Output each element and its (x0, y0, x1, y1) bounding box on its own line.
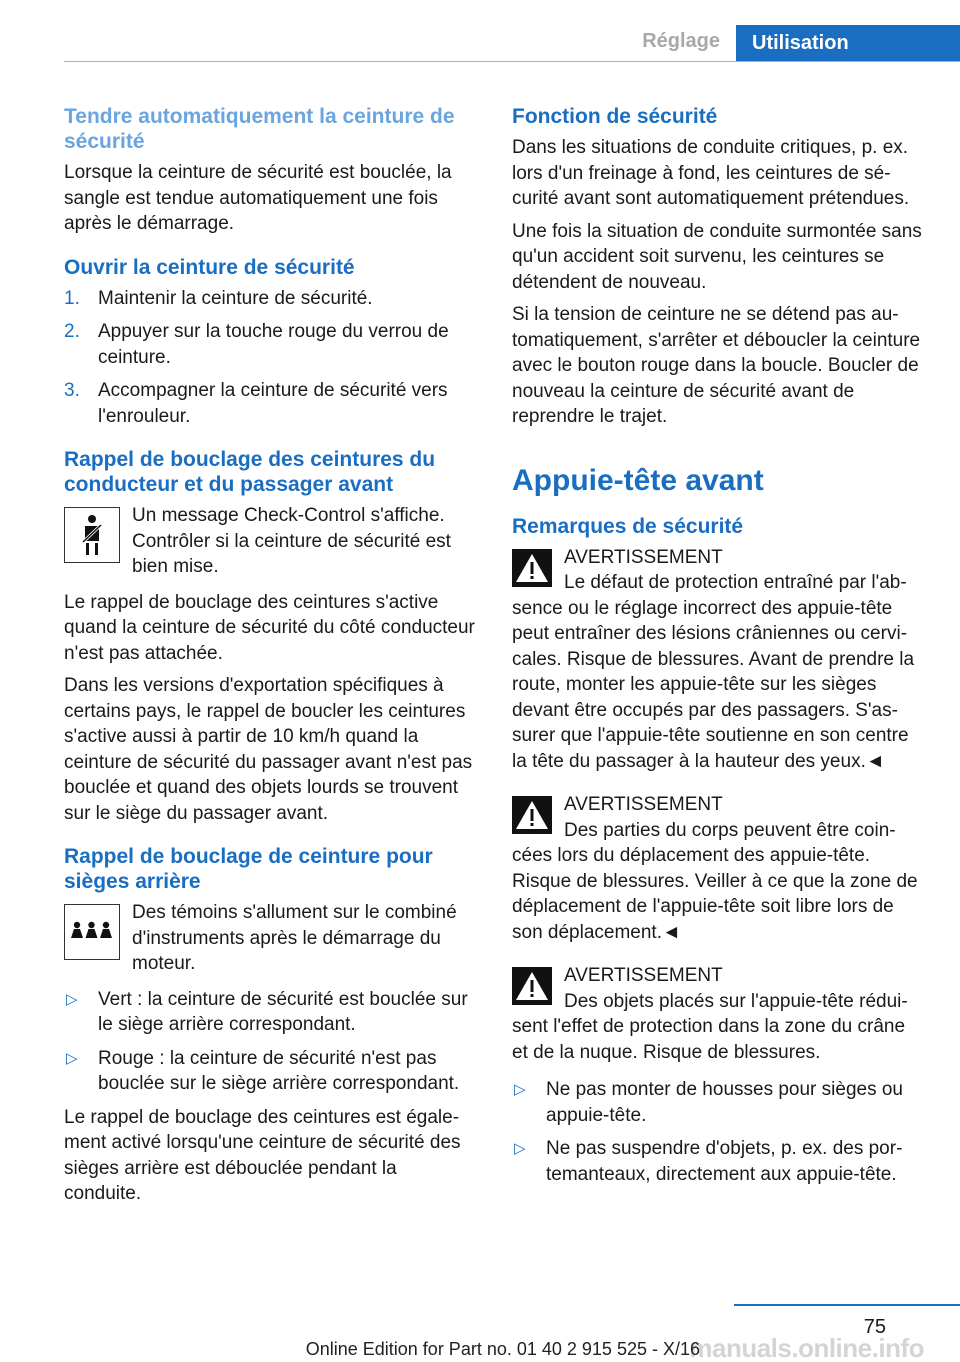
warning-block (512, 792, 926, 945)
watermark: manuals.online.info (689, 1333, 924, 1362)
warning-triangle-icon (512, 796, 552, 834)
bullet-text: Rouge : la ceinture de sécurité n'est pas bouclée sur le siège arrière correspondant. (98, 1047, 460, 1094)
list-item (64, 286, 478, 312)
bullet-triangle-icon: ▷ (514, 1081, 526, 1098)
list-item (64, 378, 478, 429)
section-title-rear-reminder: Rappel de bouclage de ceinture pour sièges arrière (64, 845, 433, 893)
list-item (512, 1136, 926, 1187)
paragraph: Dans les situations de conduite critiques, p. ex. lors d'un freinage à fond, les ceintures de sécurité avant sont automatiquement prétendues. (512, 137, 910, 209)
paragraph: Lorsque la ceinture de sécurité est bouclée, la sangle est tendue automatiquement une fois après le démarrage. (64, 162, 452, 234)
warning-title: AVERTISSEMENT (564, 546, 723, 568)
bullet-triangle-icon: ▷ (66, 990, 78, 1008)
bullet-triangle-icon: ▷ (66, 1049, 78, 1067)
tab-reglage[interactable]: Réglage (642, 30, 720, 52)
step-number: 1. (64, 287, 80, 309)
paragraph: Le rappel de bouclage des ceintures est également activé lorsqu'une ceinture de sécurité des sièges arrière est débouclée pendant la conduite. (64, 1106, 461, 1204)
warning-triangle-icon (512, 549, 552, 587)
step-number: 2. (64, 321, 80, 342)
footer-divider (734, 1304, 960, 1306)
section-title-safety-notes: Remarques de sécurité (512, 514, 744, 538)
icon-note-text: Des témoins s'allument sur le combiné d'instruments après le démarrage du moteur. (132, 902, 457, 974)
bullet-list (512, 1077, 926, 1187)
icon-note (64, 503, 478, 580)
step-text: Accompagner la ceinture de sécurité vers l'enrouleur. (98, 380, 448, 427)
paragraph: Dans les versions d'exportation spécifiques à certains pays, le rappel de boucler les ceintures s'active aussi à partir de 10 km/h quand la ceinture de sécurité du passager avant n'est pas bouclée et quand des objets lourds se trouvent sur le siège du passager avant. (64, 675, 473, 824)
warning-text: Des objets placés sur l'appuie-tête réduisent l'effet de protection dans la zone du crâne et de la nuque. Risque de blessures. (512, 990, 908, 1063)
page-header (0, 0, 960, 62)
section-title-open-belt: Ouvrir la ceinture de sécurité (64, 255, 355, 279)
bullet-list (64, 987, 478, 1097)
header-divider (64, 61, 960, 62)
chapter-title-headrest: Appuie-tête avant (512, 463, 764, 497)
warning-block (512, 963, 926, 1065)
bullet-triangle-icon: ▷ (514, 1140, 526, 1157)
list-item (512, 1077, 926, 1128)
warning-text: Des parties du corps peuvent être coincées lors du déplacement des appuie-tête. Risque de blessures. Veiller à ce que la zone de déplacement de l'appuie-tête soit libre lors de son déplacement.◄ (512, 819, 918, 943)
paragraph: Une fois la situation de conduite surmontée sans qu'un accident soit survenu, les ceintures se détendent de nouveau. (512, 220, 922, 293)
warning-text: Le défaut de protection entraîné par l'absence ou le réglage incorrect des appuie-tête peut entraîner des lésions crâniennes ou cervicales. Risque de blessures. Avant de prendre la route, monter les appuie-tête sur les sièges devant être occupés par des passagers. S'assurer que l'appuie-tête soutienne en son centre la tête du passager à la hauteur des yeux.◄ (512, 572, 915, 772)
bullet-text: Ne pas monter de housses pour sièges ou appuie-tête. (546, 1079, 903, 1126)
warning-block (512, 545, 926, 775)
seatbelt-warning-icon (64, 507, 120, 563)
list-item (64, 319, 478, 370)
paragraph: Le rappel de bouclage des ceintures s'active quand la ceinture de sécurité du côté conducteur n'est pas attachée. (64, 591, 475, 664)
icon-note-text: Un message Check-Control s'affiche. Contrôler si la ceinture de sécurité est bien mise. (132, 505, 451, 577)
rear-seats-icon (64, 904, 120, 960)
right-column (512, 104, 926, 1195)
icon-note (64, 900, 478, 977)
bullet-text: Vert : la ceinture de sécurité est bouclée sur le siège arrière correspondant. (98, 988, 468, 1035)
section-title-tension: Tendre automatiquement la ceinture de sécurité (64, 105, 455, 153)
page-number: 75 (863, 1316, 886, 1338)
warning-title: AVERTISSEMENT (564, 965, 723, 986)
steps-list (64, 286, 478, 430)
tab-utilisation[interactable]: Utilisation (736, 25, 960, 62)
warning-title: AVERTISSEMENT (564, 794, 723, 815)
bullet-text: Ne pas suspendre d'objets, p. ex. des portemanteaux, directement aux appuie-tête. (546, 1138, 903, 1185)
section-title-safety-function: Fonction de sécurité (512, 105, 718, 128)
section-title-front-reminder: Rappel de bouclage des ceintures du conducteur et du passager avant (64, 448, 436, 496)
left-column (64, 104, 478, 1214)
edition-text: Online Edition for Part no. 01 40 2 915 525 - X/16 (305, 1339, 700, 1359)
warning-triangle-icon (512, 967, 552, 1005)
list-item (64, 1046, 478, 1097)
paragraph: Si la tension de ceinture ne se détend pas automatiquement, s'arrêter et déboucler la ceinture avec le bouton rouge dans la boucle. Boucler de nouveau la ceinture de sécurité avant de reprendre le trajet. (512, 304, 921, 427)
step-text: Appuyer sur la touche rouge du verrou de ceinture. (98, 321, 449, 368)
list-item (64, 987, 478, 1038)
step-text: Maintenir la ceinture de sécurité. (98, 287, 373, 309)
step-number: 3. (64, 380, 80, 401)
